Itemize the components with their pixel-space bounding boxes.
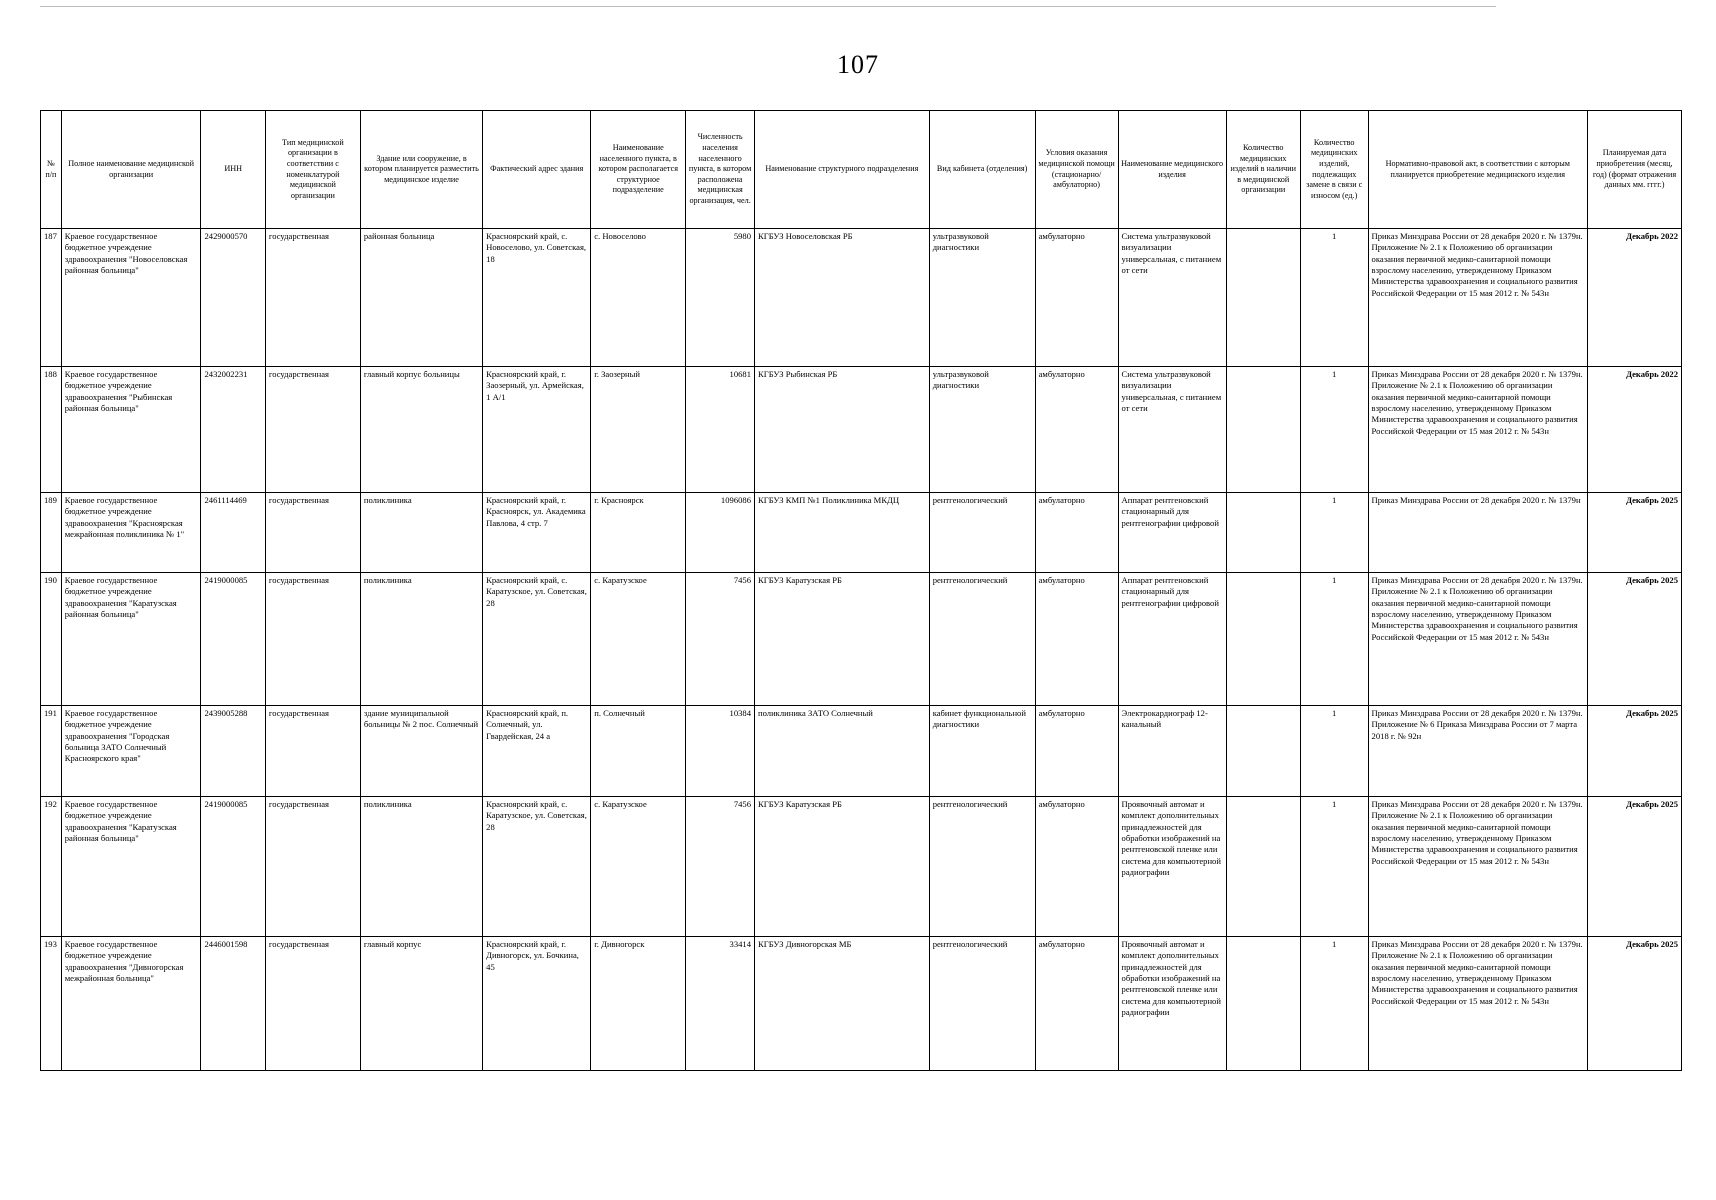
row-device: Аппарат рентгеновский стационарный для рентгенографии цифровой bbox=[1118, 573, 1226, 706]
table-header-row bbox=[41, 111, 1682, 229]
scan-edge-line bbox=[40, 6, 1496, 7]
row-qty-replace: 1 bbox=[1300, 367, 1368, 493]
table-row bbox=[41, 797, 1682, 937]
row-inn: 2461114469 bbox=[201, 493, 265, 573]
row-conditions: амбулаторно bbox=[1035, 937, 1118, 1071]
row-unit: КГБУЗ КМП №1 Поликлиника МКДЦ bbox=[755, 493, 930, 573]
table-row bbox=[41, 937, 1682, 1071]
row-address: Красноярский край, с. Новоселово, ул. Советская, 18 bbox=[483, 229, 591, 367]
row-population: 10384 bbox=[686, 706, 755, 797]
row-qty-have bbox=[1226, 706, 1300, 797]
row-date: Декабрь 2025 bbox=[1588, 937, 1682, 1071]
row-num: 188 bbox=[41, 367, 62, 493]
row-unit: поликлиника ЗАТО Солнечный bbox=[755, 706, 930, 797]
row-org-name: Краевое государственное бюджетное учреждение здравоохранения "Дивногорская межрайонная больница" bbox=[61, 937, 201, 1071]
row-org-type: государственная bbox=[265, 937, 360, 1071]
row-org-type: государственная bbox=[265, 797, 360, 937]
row-address: Красноярский край, г. Заозерный, ул. Армейская, 1 А/1 bbox=[483, 367, 591, 493]
row-building: главный корпус bbox=[360, 937, 482, 1071]
row-num: 193 bbox=[41, 937, 62, 1071]
row-conditions: амбулаторно bbox=[1035, 797, 1118, 937]
row-qty-have bbox=[1226, 797, 1300, 937]
row-building: здание муниципальной больницы № 2 пос. Солнечный bbox=[360, 706, 482, 797]
row-population: 33414 bbox=[686, 937, 755, 1071]
row-settlement: г. Дивногорск bbox=[591, 937, 686, 1071]
row-device: Система ультразвуковой визуализации универсальная, с питанием от сети bbox=[1118, 367, 1226, 493]
row-address: Красноярский край, с. Каратузское, ул. Советская, 28 bbox=[483, 797, 591, 937]
row-cabinet: ультразвуковой диагностики bbox=[929, 367, 1035, 493]
row-org-type: государственная bbox=[265, 573, 360, 706]
header-cabinet: Вид кабинета (отделения) bbox=[929, 111, 1035, 229]
row-org-name: Краевое государственное бюджетное учреждение здравоохранения "Рыбинская районная больница" bbox=[61, 367, 201, 493]
row-settlement: п. Солнечный bbox=[591, 706, 686, 797]
row-unit: КГБУЗ Каратузская РБ bbox=[755, 573, 930, 706]
row-qty-replace: 1 bbox=[1300, 937, 1368, 1071]
row-unit: КГБУЗ Дивногорская МБ bbox=[755, 937, 930, 1071]
table-row bbox=[41, 367, 1682, 493]
row-address: Красноярский край, п. Солнечный, ул. Гвардейская, 24 а bbox=[483, 706, 591, 797]
row-inn: 2446001598 bbox=[201, 937, 265, 1071]
row-cabinet: рентгенологический bbox=[929, 937, 1035, 1071]
header-org-type: Тип медицинской организации в соответствии с номенклатурой медицинской организации bbox=[265, 111, 360, 229]
header-num: № п/п bbox=[41, 111, 62, 229]
row-qty-replace: 1 bbox=[1300, 573, 1368, 706]
row-inn: 2429000570 bbox=[201, 229, 265, 367]
row-qty-replace: 1 bbox=[1300, 229, 1368, 367]
header-qty-have: Количество медицинских изделий в наличии в медицинской организации bbox=[1226, 111, 1300, 229]
row-population: 5980 bbox=[686, 229, 755, 367]
header-device: Наименование медицинского изделия bbox=[1118, 111, 1226, 229]
header-org-name: Полное наименование медицинской организации bbox=[61, 111, 201, 229]
row-legal: Приказ Минздрава России от 28 декабря 2020 г. № 1379н bbox=[1368, 493, 1587, 573]
row-population: 10681 bbox=[686, 367, 755, 493]
row-unit: КГБУЗ Рыбинская РБ bbox=[755, 367, 930, 493]
page-number: 107 bbox=[837, 50, 879, 79]
row-conditions: амбулаторно bbox=[1035, 493, 1118, 573]
row-num: 190 bbox=[41, 573, 62, 706]
row-org-type: государственная bbox=[265, 706, 360, 797]
row-population: 1096086 bbox=[686, 493, 755, 573]
row-date: Декабрь 2025 bbox=[1588, 573, 1682, 706]
row-org-type: государственная bbox=[265, 493, 360, 573]
row-building: районная больница bbox=[360, 229, 482, 367]
header-unit: Наименование структурного подразделения bbox=[755, 111, 930, 229]
row-cabinet: рентгенологический bbox=[929, 797, 1035, 937]
row-num: 191 bbox=[41, 706, 62, 797]
row-qty-have bbox=[1226, 367, 1300, 493]
header-population: Численность населения населенного пункта, в котором расположена медицинская организация, чел. bbox=[686, 111, 755, 229]
row-address: Красноярский край, с. Каратузское, ул. Советская, 28 bbox=[483, 573, 591, 706]
row-conditions: амбулаторно bbox=[1035, 573, 1118, 706]
row-inn: 2439005288 bbox=[201, 706, 265, 797]
row-settlement: с. Новоселово bbox=[591, 229, 686, 367]
row-inn: 2432002231 bbox=[201, 367, 265, 493]
row-unit: КГБУЗ Каратузская РБ bbox=[755, 797, 930, 937]
row-device: Электрокардиограф 12-канальный bbox=[1118, 706, 1226, 797]
row-population: 7456 bbox=[686, 797, 755, 937]
equipment-table bbox=[40, 110, 1682, 1071]
header-qty-replace: Количество медицинских изделий, подлежащих замене в связи с износом (ед.) bbox=[1300, 111, 1368, 229]
row-legal: Приказ Минздрава России от 28 декабря 2020 г. № 1379н. Приложение № 6 Приказа Минздрава России от 7 марта 2018 г. № 92н bbox=[1368, 706, 1587, 797]
header-legal: Нормативно-правовой акт, в соответствии с которым планируется приобретение медицинского изделия bbox=[1368, 111, 1587, 229]
row-qty-have bbox=[1226, 937, 1300, 1071]
row-settlement: г. Заозерный bbox=[591, 367, 686, 493]
table-row bbox=[41, 573, 1682, 706]
row-settlement: с. Каратузское bbox=[591, 573, 686, 706]
row-org-name: Краевое государственное бюджетное учреждение здравоохранения "Каратузская районная больница" bbox=[61, 573, 201, 706]
row-cabinet: рентгенологический bbox=[929, 493, 1035, 573]
row-address: Красноярский край, г. Дивногорск, ул. Бочкина, 45 bbox=[483, 937, 591, 1071]
table-row bbox=[41, 493, 1682, 573]
row-qty-replace: 1 bbox=[1300, 797, 1368, 937]
row-date: Декабрь 2025 bbox=[1588, 797, 1682, 937]
row-org-type: государственная bbox=[265, 229, 360, 367]
row-qty-have bbox=[1226, 493, 1300, 573]
row-num: 192 bbox=[41, 797, 62, 937]
row-qty-have bbox=[1226, 229, 1300, 367]
row-unit: КГБУЗ Новоселовская РБ bbox=[755, 229, 930, 367]
row-date: Декабрь 2025 bbox=[1588, 706, 1682, 797]
row-legal: Приказ Минздрава России от 28 декабря 2020 г. № 1379н. Приложение № 2.1 к Положению об организации оказания первичной медико-санитарной помощи взрослому населению, утвержденному Приказом Министерства здравоохранения и социального развития Российской Федерации от 15 мая 2012 г. № 543н bbox=[1368, 573, 1587, 706]
header-address: Фактический адрес здания bbox=[483, 111, 591, 229]
row-device: Система ультразвуковой визуализации универсальная, с питанием от сети bbox=[1118, 229, 1226, 367]
row-org-type: государственная bbox=[265, 367, 360, 493]
row-legal: Приказ Минздрава России от 28 декабря 2020 г. № 1379н. Приложение № 2.1 к Положению об организации оказания первичной медико-санитарной помощи взрослому населению, утвержденному Приказом Министерства здравоохранения и социального развития Российской Федерации от 15 мая 2012 г. № 543н bbox=[1368, 937, 1587, 1071]
row-legal: Приказ Минздрава России от 28 декабря 2020 г. № 1379н. Приложение № 2.1 к Положению об организации оказания первичной медико-санитарной помощи взрослому населению, утвержденному Приказом Министерства здравоохранения и социального развития Российской Федерации от 15 мая 2012 г. № 543н bbox=[1368, 229, 1587, 367]
row-population: 7456 bbox=[686, 573, 755, 706]
row-org-name: Краевое государственное бюджетное учреждение здравоохранения "Городская больница ЗАТО Солнечный Красноярского края" bbox=[61, 706, 201, 797]
row-cabinet: кабинет функциональной диагностики bbox=[929, 706, 1035, 797]
row-conditions: амбулаторно bbox=[1035, 706, 1118, 797]
row-device: Проявочный автомат и комплект дополнительных принадлежностей для обработки изображений на рентгеновской пленке или система для компьютерной радиографии bbox=[1118, 797, 1226, 937]
row-org-name: Краевое государственное бюджетное учреждение здравоохранения "Новоселовская районная больница" bbox=[61, 229, 201, 367]
header-conditions: Условия оказания медицинской помощи (стационарно/ амбулаторно) bbox=[1035, 111, 1118, 229]
row-legal: Приказ Минздрава России от 28 декабря 2020 г. № 1379н. Приложение № 2.1 к Положению об организации оказания первичной медико-санитарной помощи взрослому населению, утвержденному Приказом Министерства здравоохранения и социального развития Российской Федерации от 15 мая 2012 г. № 543н bbox=[1368, 797, 1587, 937]
row-building: главный корпус больницы bbox=[360, 367, 482, 493]
row-device: Аппарат рентгеновский стационарный для рентгенографии цифровой bbox=[1118, 493, 1226, 573]
row-num: 189 bbox=[41, 493, 62, 573]
row-num: 187 bbox=[41, 229, 62, 367]
header-building: Здание или сооружение, в котором планируется разместить медицинское изделие bbox=[360, 111, 482, 229]
row-cabinet: ультразвуковой диагностики bbox=[929, 229, 1035, 367]
row-building: поликлиника bbox=[360, 797, 482, 937]
row-qty-replace: 1 bbox=[1300, 493, 1368, 573]
row-device: Проявочный автомат и комплект дополнительных принадлежностей для обработки изображений на рентгеновской пленке или система для компьютерной радиографии bbox=[1118, 937, 1226, 1071]
row-qty-have bbox=[1226, 573, 1300, 706]
row-org-name: Краевое государственное бюджетное учреждение здравоохранения "Каратузская районная больница" bbox=[61, 797, 201, 937]
row-cabinet: рентгенологический bbox=[929, 573, 1035, 706]
row-inn: 2419000085 bbox=[201, 797, 265, 937]
table-row bbox=[41, 706, 1682, 797]
header-date: Планируемая дата приобретения (месяц, год) (формат отражения данных мм. гггг.) bbox=[1588, 111, 1682, 229]
row-conditions: амбулаторно bbox=[1035, 229, 1118, 367]
table-row bbox=[41, 229, 1682, 367]
row-building: поликлиника bbox=[360, 493, 482, 573]
row-address: Красноярский край, г. Красноярск, ул. Академика Павлова, 4 стр. 7 bbox=[483, 493, 591, 573]
header-inn: ИНН bbox=[201, 111, 265, 229]
row-building: поликлиника bbox=[360, 573, 482, 706]
row-inn: 2419000085 bbox=[201, 573, 265, 706]
row-qty-replace: 1 bbox=[1300, 706, 1368, 797]
row-date: Декабрь 2022 bbox=[1588, 229, 1682, 367]
row-org-name: Краевое государственное бюджетное учреждение здравоохранения "Красноярская межрайонная поликлиника № 1" bbox=[61, 493, 201, 573]
row-settlement: с. Каратузское bbox=[591, 797, 686, 937]
row-date: Декабрь 2022 bbox=[1588, 367, 1682, 493]
header-settlement: Наименование населенного пункта, в котором располагается структурное подразделение bbox=[591, 111, 686, 229]
row-legal: Приказ Минздрава России от 28 декабря 2020 г. № 1379н. Приложение № 2.1 к Положению об организации оказания первичной медико-санитарной помощи взрослому населению, утвержденному Приказом Министерства здравоохранения и социального развития Российской Федерации от 15 мая 2012 г. № 543н bbox=[1368, 367, 1587, 493]
row-date: Декабрь 2025 bbox=[1588, 493, 1682, 573]
row-settlement: г. Красноярск bbox=[591, 493, 686, 573]
row-conditions: амбулаторно bbox=[1035, 367, 1118, 493]
